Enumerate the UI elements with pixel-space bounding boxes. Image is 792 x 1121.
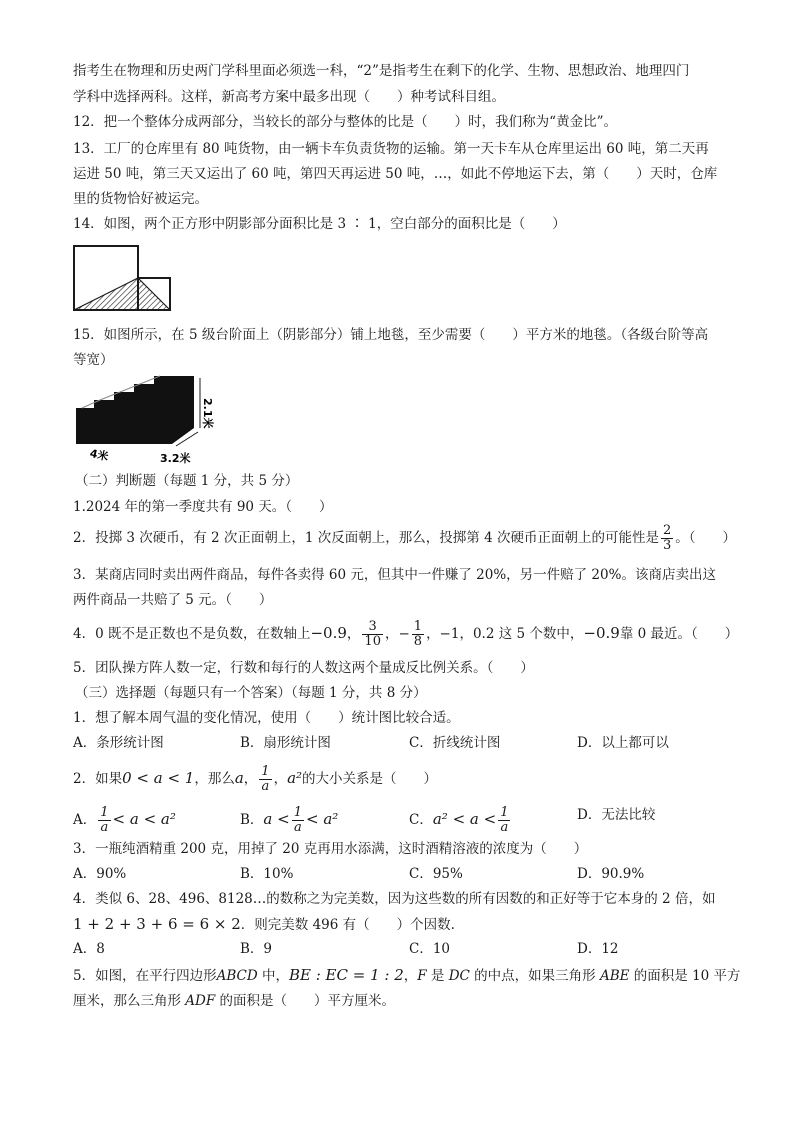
- choice-q5-text: 的面积是 10 平方: [629, 968, 741, 984]
- shaded-region-large: [74, 278, 138, 310]
- judge-q5: 5．团队操方阵人数一定，行数和每行的人数这两个量成反比例关系。（ ）: [73, 660, 534, 676]
- choice-q1-option-c: C．折线统计图: [409, 735, 501, 751]
- option-fraction: [292, 806, 304, 835]
- judge-q4-text-b: ，−1，0.2 这 5 个数中，: [426, 626, 584, 642]
- fraction-denominator: a: [500, 820, 509, 835]
- fraction-numerator: 1: [261, 764, 270, 779]
- choice-q2-condition: 0 < a < 1: [122, 769, 195, 787]
- fraction-denominator: 8: [413, 634, 423, 649]
- choice-q2-square: a²: [287, 769, 303, 787]
- q15-stairs-figure: [72, 372, 222, 464]
- judge-q4: [73, 620, 738, 649]
- option-label: A．: [73, 812, 97, 828]
- choice-q1-option-d: D．以上都可以: [577, 735, 669, 751]
- depth-label: 3.2米: [160, 452, 191, 464]
- separator: ，−: [384, 626, 410, 642]
- section2-heading: （二）判断题（每题 1 分，共 5 分）: [75, 473, 299, 489]
- choice-q2-fraction: [259, 765, 271, 794]
- choice-q5-line1: [73, 966, 741, 985]
- choice-q1-option-a: A．条形统计图: [73, 735, 164, 751]
- choice-q4-line1: 4．类似 6、28、496、8128…的数称之为完美数，因为这些数的所有因数的和正好等于它本身的 2 倍，如: [73, 891, 716, 907]
- q13-line1: 13．工厂的仓库里有 80 吨货物，由一辆卡车负责货物的运输。第一天卡车从仓库里运出 60 吨，第二天再: [73, 141, 709, 157]
- choice-q3-option-d: D．90.9%: [577, 866, 645, 882]
- separator: ，: [273, 771, 288, 787]
- choice-q5-text: 是: [426, 968, 449, 984]
- fraction-denominator: a: [293, 820, 302, 835]
- choice-q5-ratio: BE : EC = 1 : 2: [288, 966, 404, 984]
- choice-q2-text-b: ，那么: [194, 771, 235, 787]
- math-label: ABE: [599, 968, 630, 984]
- q14-squares-figure: [72, 242, 172, 314]
- fraction-denominator: 10: [364, 634, 381, 649]
- fraction-numerator: 2: [662, 523, 672, 538]
- choice-q5-line2: [73, 992, 395, 1010]
- q15-line1: 15．如图所示，在 5 级台阶面上（阴影部分）铺上地毯，至少需要（ ）平方米的地毯。（各级台阶等高: [73, 327, 709, 343]
- option-fraction: [498, 806, 510, 835]
- choice-q3-option-b: B．10%: [240, 866, 294, 882]
- choice-q3-option-a: A．90%: [73, 866, 127, 882]
- option-label: B．: [240, 812, 264, 828]
- fraction-numerator: 3: [362, 620, 383, 635]
- fraction-denominator: a: [100, 820, 109, 835]
- q11-line2: 学科中选择两科。这样，新高考方案中最多出现（ ）种考试科目组。: [73, 89, 505, 105]
- separator: ，: [403, 968, 418, 984]
- judge-q2-fraction: [661, 524, 673, 553]
- choice-q4-equation: 1 + 2 + 3 + 6 = 6 × 2: [73, 915, 241, 933]
- choice-q4-option-d: D．12: [577, 941, 619, 957]
- judge-q2: [73, 524, 736, 553]
- judge-q4-value2: −0.9: [583, 624, 620, 642]
- option-label: C．: [409, 812, 433, 828]
- option-expression: < a²: [305, 810, 339, 828]
- fraction-denominator: a: [261, 779, 270, 794]
- choice-q2-variable: a: [234, 769, 244, 787]
- q14-text: 14．如图，两个正方形中阴影部分面积比是 3 ∶ 1，空白部分的面积比是（ ）: [73, 216, 566, 232]
- option-fraction: [98, 806, 110, 835]
- fraction-numerator: 1: [293, 805, 302, 820]
- choice-q4-option-c: C．10: [409, 941, 451, 957]
- choice-q4-text: ．则完美数 496 有（ ）个因数.: [240, 917, 455, 933]
- q13-line2: 运进 50 吨，第三天又运出了 60 吨，第四天再运进 50 吨，…，如此不停地运下去，第（ ）天时，仓库: [73, 166, 718, 182]
- choice-q5-text: 的中点，如果三角形: [469, 968, 600, 984]
- section3-heading: （三）选择题（每题只有一个答案）（每题 1 分，共 8 分）: [75, 685, 427, 701]
- choice-q4-option-a: A．8: [73, 941, 105, 957]
- choice-q2-text-d: 的大小关系是（ ）: [302, 771, 438, 787]
- choice-q2: [73, 765, 437, 794]
- q11-line1: 指考生在物理和历史两门学科里面必须选一科，“2”是指考生在剩下的化学、生物、思想政治、地理四门: [73, 63, 690, 79]
- math-label: DC: [448, 968, 470, 984]
- fraction-numerator: 1: [500, 805, 509, 820]
- choice-q5-text: 5．如图，在平行四边形: [73, 968, 217, 984]
- choice-q5-text: 中，: [257, 968, 289, 984]
- choice-q1: 1．想了解本周气温的变化情况，使用（ ）统计图比较合适。: [73, 710, 460, 726]
- choice-q2-option-a: [73, 806, 176, 835]
- judge-q4-fraction1: [362, 620, 383, 649]
- choice-q4-option-b: B．9: [240, 941, 273, 957]
- option-expression: a <: [263, 810, 290, 828]
- choice-q2-option-c: [409, 806, 512, 835]
- fraction-numerator: 1: [100, 805, 109, 820]
- separator: ，: [243, 771, 258, 787]
- judge-q1: 1.2024 年的第一季度共有 90 天。（ ）: [73, 499, 333, 515]
- fraction-denominator: 3: [662, 538, 672, 553]
- judge-q2-text: 2．投掷 3 次硬币，有 2 次正面朝上，1 次反面朝上，那么，投掷第 4 次硬币正面朝上的可能性是: [73, 530, 659, 546]
- option-expression: a² < a <: [432, 810, 497, 828]
- separator: ，: [346, 626, 361, 642]
- choice-q3-option-c: C．95%: [409, 866, 463, 882]
- judge-q2-end: 。（ ）: [675, 530, 737, 546]
- width-label: 4米: [88, 446, 110, 464]
- choice-q2-text-a: 2．如果: [73, 771, 123, 787]
- judge-q4-text-a: 4．0 既不是正数也不是负数，在数轴上: [73, 626, 311, 642]
- q13-line3: 里的货物恰好被运完。: [73, 191, 208, 207]
- judge-q4-fraction2: [412, 620, 424, 649]
- choice-q2-option-b: [240, 806, 338, 835]
- option-expression: < a < a²: [112, 810, 176, 828]
- choice-q3: 3．一瓶纯酒精重 200 克，用掉了 20 克再用水添满，这时酒精溶液的浓度为（ ）: [73, 841, 588, 857]
- choice-q4-line2: [73, 915, 455, 934]
- math-label: ADF: [185, 993, 216, 1009]
- choice-q5-text: 的面积是（ ）平方厘米。: [215, 993, 396, 1009]
- choice-q2-option-d: D．无法比较: [577, 807, 656, 823]
- choice-q1-option-b: B．扇形统计图: [240, 735, 331, 751]
- shaded-region-small: [138, 278, 170, 310]
- math-label: ABCD: [216, 968, 258, 984]
- judge-q3-line1: 3．某商店同时卖出两件商品，每件各卖得 60 元，但其中一件赚了 20%，另一件赔了 20%。该商店卖出这: [73, 567, 716, 583]
- q15-line2: 等宽）: [73, 352, 114, 368]
- height-label: 2.1米: [201, 398, 214, 429]
- judge-q4-text-c: 靠 0 最近。（ ）: [619, 626, 739, 642]
- judge-q3-line2: 两件商品一共赔了 5 元。（ ）: [73, 592, 273, 608]
- math-label: F: [417, 968, 427, 984]
- judge-q4-value1: −0.9: [310, 624, 347, 642]
- choice-q5-text: 厘米，那么三角形: [73, 993, 186, 1009]
- q12-text: 12．把一个整体分成两部分，当较长的部分与整体的比是（ ）时，我们称为“黄金比”。: [73, 114, 617, 130]
- fraction-numerator: 1: [413, 619, 423, 634]
